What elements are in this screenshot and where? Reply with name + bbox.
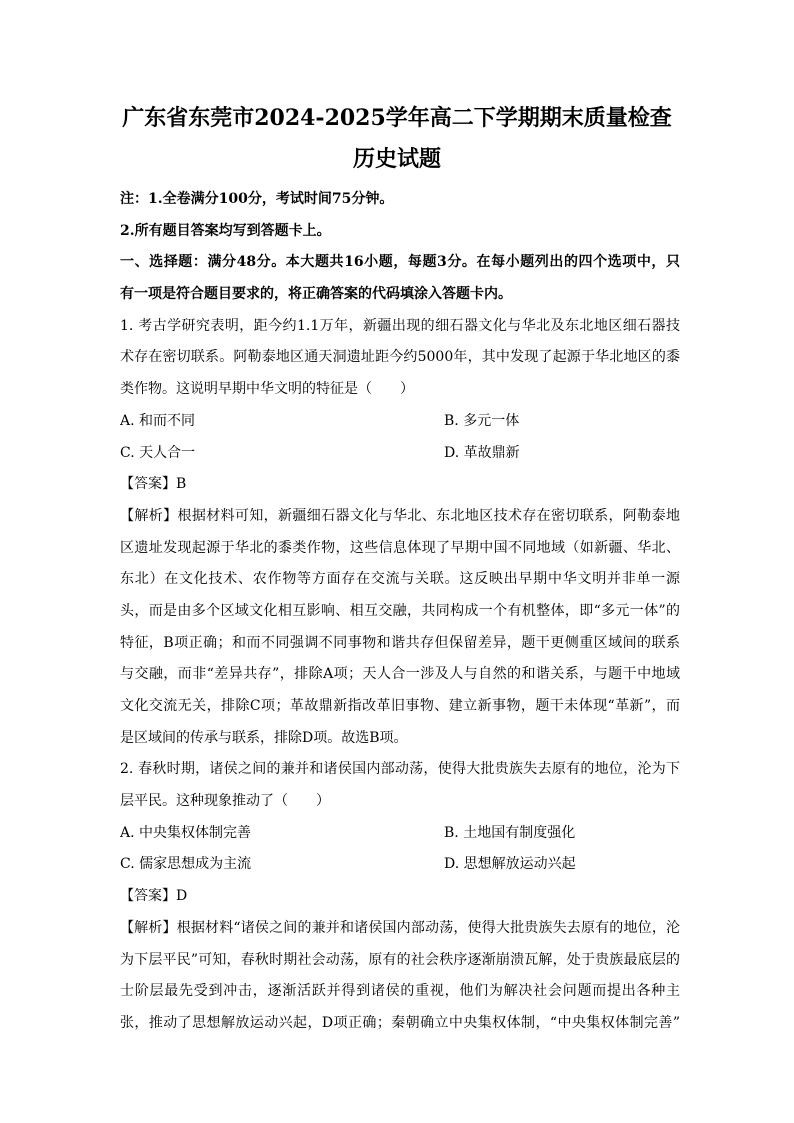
question-stem-line: 1. 考古学研究表明，距今约1.1万年，新疆出现的细石器文化与华北及东北地区细石器技 bbox=[120, 317, 680, 334]
analysis-line: 【解析】根据材料“诸侯之间的兼并和诸侯国内部动荡，使得大批贵族失去原有的地位，沦 bbox=[120, 919, 680, 936]
section-heading-line-1: 一、选择题：满分48分。本大题共16小题，每题3分。在每小题列出的四个选项中，只 bbox=[120, 254, 680, 271]
question-stem-line: 层平民。这种现象推动了（ ） bbox=[120, 793, 330, 810]
analysis-line: 是区域间的传承与联系，排除D项。故选B项。 bbox=[120, 729, 408, 746]
option-b: B. 多元一体 bbox=[444, 412, 520, 429]
note-line-1: 注：1.全卷满分100分，考试时间75分钟。 bbox=[120, 191, 394, 207]
option-b: B. 土地国有制度强化 bbox=[444, 824, 576, 841]
analysis-line: 【解析】根据材料可知，新疆细石器文化与华北、东北地区技术存在密切联系，阿勒泰地 bbox=[120, 507, 680, 524]
analysis-line: 区遗址发现起源于华北的黍类作物，这些信息体现了早期中国不同地域（如新疆、华北、 bbox=[120, 539, 680, 556]
option-row bbox=[120, 818, 680, 850]
question-stem-line: 类作物。这说明早期中华文明的特征是（ ） bbox=[120, 381, 414, 398]
answer-line: 【答案】B bbox=[120, 476, 187, 493]
question-1 bbox=[120, 311, 680, 755]
option-row bbox=[120, 438, 680, 470]
option-a: A. 和而不同 bbox=[120, 412, 196, 429]
exam-subtitle: 历史试题 bbox=[352, 146, 441, 172]
option-row bbox=[120, 849, 680, 881]
question-stem-line: 2. 春秋时期，诸侯之间的兼并和诸侯国内部动荡，使得大批贵族失去原有的地位，沦为下 bbox=[120, 761, 680, 778]
option-a: A. 中央集权体制完善 bbox=[120, 824, 252, 841]
option-d: D. 思想解放运动兴起 bbox=[444, 856, 576, 873]
option-c: C. 天人合一 bbox=[120, 444, 196, 461]
option-c: C. 儒家思想成为主流 bbox=[120, 856, 252, 873]
analysis-line: 东北）在文化技术、农作物等方面存在交流与关联。这反映出早期中华文明并非单一源 bbox=[120, 571, 680, 588]
analysis-line: 为下层平民”可知，春秋时期社会动荡，原有的社会秩序逐渐崩溃瓦解，处于贵族最底层的 bbox=[120, 951, 680, 968]
analysis-line: 特征，B项正确；和而不同强调不同事物和谐共存但保留差异，题干更侧重区域间的联系 bbox=[120, 634, 680, 651]
option-row bbox=[120, 406, 680, 438]
analysis-line: 文化交流无关，排除C项；革故鼎新指改革旧事物、建立新事物，题干未体现“革新”，而 bbox=[120, 698, 680, 714]
analysis-line: 张，推动了思想解放运动兴起，D项正确；秦朝确立中央集权体制，“中央集权体制完善” bbox=[120, 1014, 680, 1031]
analysis-line: 头，而是由多个区域文化相互影响、相互交融，共同构成一个有机整体，即“多元一体”的 bbox=[120, 602, 680, 619]
section-heading-line-2: 有一项是符合题目要求的，将正确答案的代码填涂入答题卡内。 bbox=[120, 286, 512, 303]
answer-line: 【答案】D bbox=[120, 888, 188, 905]
analysis-line: 与交融，而非“差异共存”，排除A项；天人合一涉及人与自然的和谐关系，与题干中地域 bbox=[120, 666, 680, 683]
question-2 bbox=[120, 754, 680, 1039]
question-stem-line: 术存在密切联系。阿勒泰地区通天洞遗址距今约5000年，其中发现了起源于华北地区的黍 bbox=[120, 349, 680, 366]
analysis-line: 士阶层最先受到冲击，逐渐活跃并得到诸侯的重视，他们为解决社会问题而提出各种主 bbox=[120, 983, 680, 1000]
document-body bbox=[120, 184, 680, 1040]
note-line-2: 2.所有题目答案均写到答题卡上。 bbox=[120, 222, 331, 239]
exam-title: 广东省东莞市2024-2025学年高二下学期期末质量检查 bbox=[122, 105, 672, 131]
option-d: D. 革故鼎新 bbox=[444, 444, 520, 461]
